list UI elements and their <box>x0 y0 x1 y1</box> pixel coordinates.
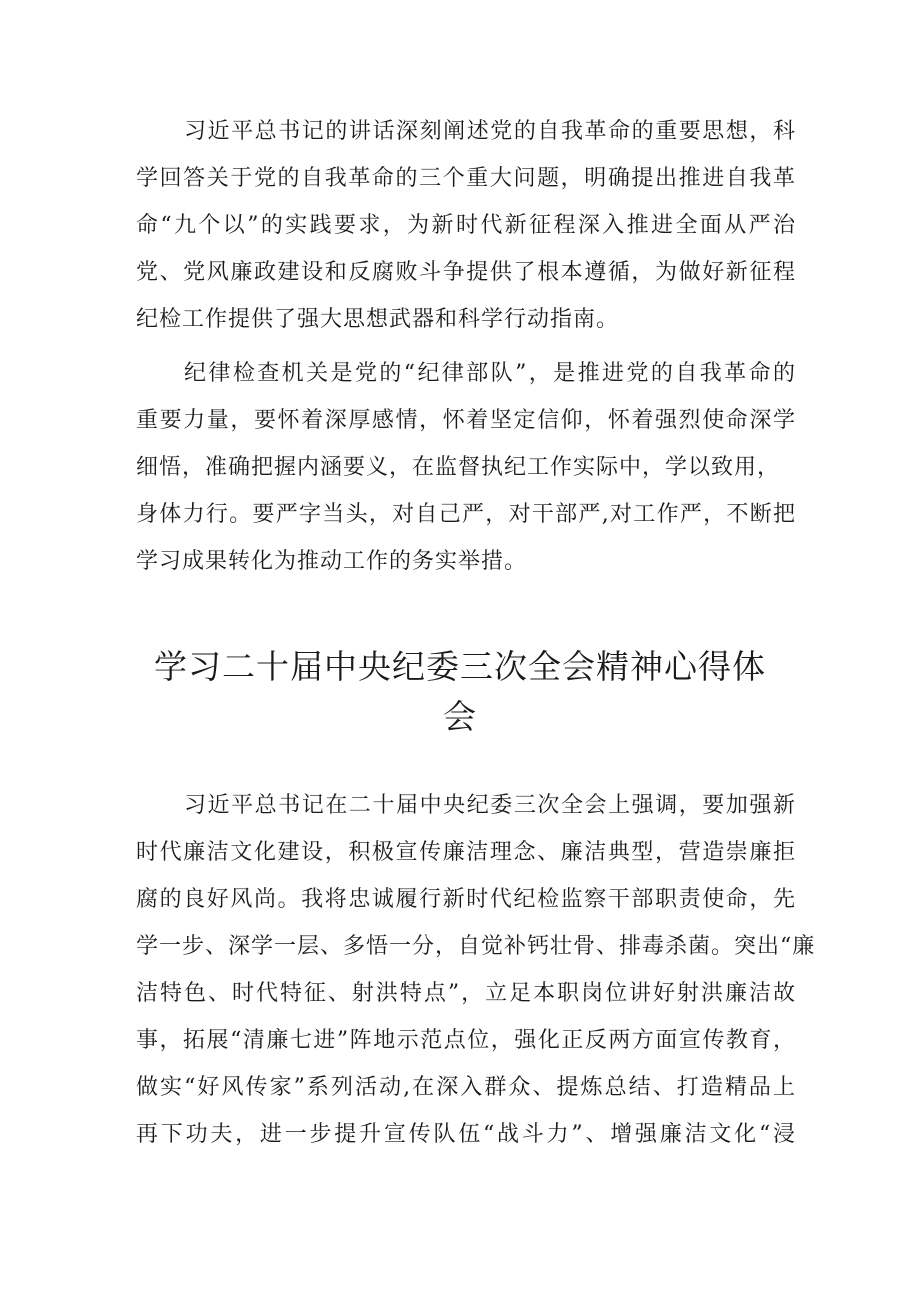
paragraph-line: 党、党风廉政建设和反腐败斗争提供了根本遵循，为做好新征程 <box>136 260 796 285</box>
paragraph-line: 纪检工作提供了强大思想武器和科学行动指南。 <box>136 307 620 332</box>
paragraph-clean-culture <box>136 782 816 1158</box>
paragraph-line: 学回答关于党的自我革命的三个重大问题，明确提出推进自我革 <box>136 166 796 191</box>
paragraph-line: 腐的良好风尚。我将忠诚履行新时代纪检监察干部职责使命，先 <box>136 887 796 912</box>
section-title <box>120 642 800 742</box>
paragraph-discipline-organs <box>136 350 796 585</box>
paragraph-line: 时代廉洁文化建设，积极宣传廉洁理念、廉洁典型，营造崇廉拒 <box>136 840 796 865</box>
paragraph-line: 学一步、深学一层、多悟一分，自觉补钙壮骨、排毒杀菌。突出“廉 <box>136 934 816 959</box>
paragraph-line: 洁特色、时代特征、射洪特点”，立足本职岗位讲好射洪廉洁故 <box>136 981 796 1006</box>
paragraph-line: 学习成果转化为推动工作的务实举措。 <box>136 549 528 574</box>
paragraph-speech-summary <box>136 108 796 343</box>
paragraph-line: 习近平总书记在二十届中央纪委三次全会上强调，要加强新 <box>184 793 796 818</box>
paragraph-line: 重要力量，要怀着深厚感情，怀着坚定信仰，怀着强烈使命深学 <box>136 408 796 433</box>
paragraph-line: 细悟，准确把握内涵要义，在监督执纪工作实际中，学以致用， <box>136 455 781 480</box>
paragraph-line: 再下功夫，进一步提升宣传队伍“战斗力”、增强廉洁文化“浸 <box>136 1122 796 1147</box>
paragraph-line: 命“九个以”的实践要求，为新时代新征程深入推进全面从严治 <box>136 213 796 238</box>
paragraph-line: 做实“好风传家”系列活动,在深入群众、提炼总结、打造精品上 <box>136 1075 796 1100</box>
section-title-line-1: 学习二十届中央纪委三次全会精神心得体 <box>154 647 766 686</box>
paragraph-line: 纪律检查机关是党的“纪律部队”，是推进党的自我革命的 <box>184 361 796 386</box>
paragraph-line: 身体力行。要严字当头，对自己严，对干部严,对工作严，不断把 <box>136 502 796 527</box>
paragraph-line: 习近平总书记的讲话深刻阐述党的自我革命的重要思想，科 <box>184 119 796 144</box>
paragraph-line: 事，拓展“清廉七进”阵地示范点位，强化正反两方面宣传教育， <box>136 1028 796 1053</box>
section-title-line-2: 会 <box>443 697 477 736</box>
